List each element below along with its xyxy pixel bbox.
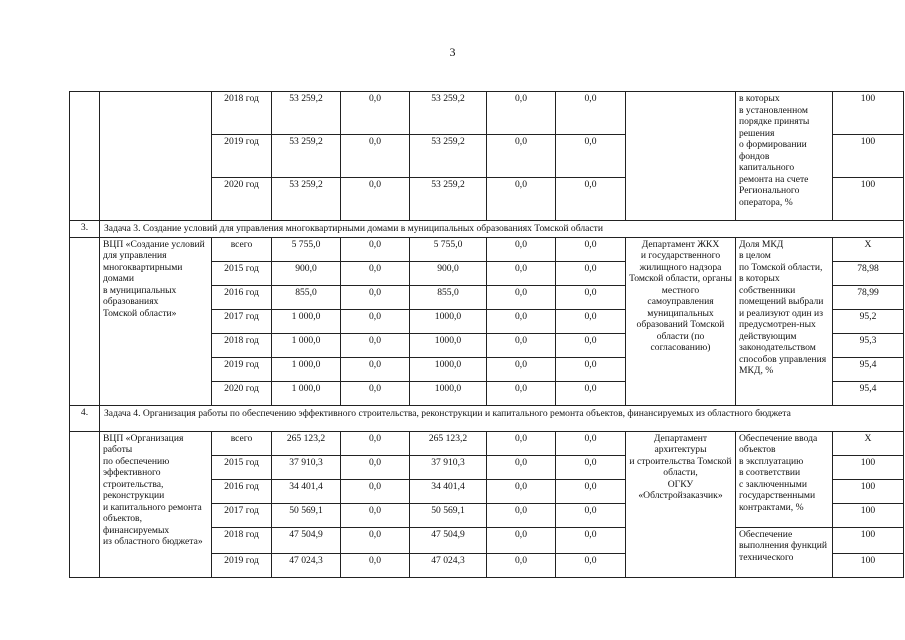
other-cell: 0,0: [556, 479, 626, 503]
federal-cell: 0,0: [341, 309, 410, 333]
table-row: [70, 237, 904, 261]
total-cell: 1 000,0: [272, 333, 341, 357]
indicator-cell: Обеспечение ввода объектов в эксплуатацию в соответствии с заключенными государственными контрактами, %: [736, 431, 833, 527]
federal-cell: 0,0: [341, 178, 410, 221]
indicator-cell: Обеспечение выполнения функций технического: [736, 527, 833, 577]
regional-cell: 53 259,2: [410, 178, 487, 221]
municipal-cell: 0,0: [487, 333, 556, 357]
year-cell: 2018 год: [212, 92, 272, 135]
target-cell: Х: [833, 431, 904, 455]
total-cell: 53 259,2: [272, 135, 341, 178]
total-cell: 34 401,4: [272, 479, 341, 503]
program-cell: ВЦП «Организация работы по обеспечению эффективного строительства, реконструкции и капитального ремонта объектов, финансируемых из областного бюджета»: [100, 431, 212, 577]
target-cell: 78,98: [833, 261, 904, 285]
federal-cell: 0,0: [341, 503, 410, 527]
federal-cell: 0,0: [341, 455, 410, 479]
other-cell: 0,0: [556, 503, 626, 527]
year-cell: 2018 год: [212, 333, 272, 357]
federal-cell: 0,0: [341, 479, 410, 503]
other-cell: 0,0: [556, 285, 626, 309]
target-cell: 78,99: [833, 285, 904, 309]
year-cell: 2020 год: [212, 178, 272, 221]
municipal-cell: 0,0: [487, 285, 556, 309]
regional-cell: 855,0: [410, 285, 487, 309]
target-cell: 95,2: [833, 309, 904, 333]
program-cell: ВЦП «Создание условий для управления многоквартирными домами в муниципальных образованиях Томской области»: [100, 237, 212, 405]
target-cell: 95,4: [833, 381, 904, 405]
regional-cell: 1000,0: [410, 381, 487, 405]
other-cell: 0,0: [556, 92, 626, 135]
table-row: [70, 92, 904, 135]
municipal-cell: 0,0: [487, 431, 556, 455]
target-cell: 100: [833, 527, 904, 553]
regional-cell: 53 259,2: [410, 92, 487, 135]
target-cell: 95,4: [833, 357, 904, 381]
year-cell: 2015 год: [212, 455, 272, 479]
executor-cell: Департамент архитектуры и строительства Томской области, ОГКУ «Облстройзаказчик»: [626, 431, 736, 577]
other-cell: 0,0: [556, 237, 626, 261]
executor-cell: [626, 92, 736, 221]
target-cell: 100: [833, 503, 904, 527]
federal-cell: 0,0: [341, 381, 410, 405]
year-cell: 2016 год: [212, 285, 272, 309]
other-cell: 0,0: [556, 333, 626, 357]
task-number: 3.: [70, 221, 100, 238]
regional-cell: 37 910,3: [410, 455, 487, 479]
year-cell: 2020 год: [212, 381, 272, 405]
total-cell: 1 000,0: [272, 357, 341, 381]
regional-cell: 47 504,9: [410, 527, 487, 553]
federal-cell: 0,0: [341, 237, 410, 261]
table-row: [70, 431, 904, 455]
program-table: [69, 91, 904, 578]
federal-cell: 0,0: [341, 92, 410, 135]
year-cell: 2017 год: [212, 503, 272, 527]
federal-cell: 0,0: [341, 333, 410, 357]
regional-cell: 900,0: [410, 261, 487, 285]
municipal-cell: 0,0: [487, 527, 556, 553]
municipal-cell: 0,0: [487, 135, 556, 178]
executor-cell: Департамент ЖКХ и государственного жилищного надзора Томской области, органы местного самоуправления муниципальных образований Томской области (по согласованию): [626, 237, 736, 405]
total-cell: 53 259,2: [272, 178, 341, 221]
municipal-cell: 0,0: [487, 261, 556, 285]
municipal-cell: 0,0: [487, 178, 556, 221]
other-cell: 0,0: [556, 135, 626, 178]
federal-cell: 0,0: [341, 431, 410, 455]
municipal-cell: 0,0: [487, 381, 556, 405]
num-cell: [70, 431, 100, 577]
federal-cell: 0,0: [341, 527, 410, 553]
year-cell: всего: [212, 237, 272, 261]
regional-cell: 34 401,4: [410, 479, 487, 503]
regional-cell: 1000,0: [410, 309, 487, 333]
regional-cell: 47 024,3: [410, 553, 487, 577]
other-cell: 0,0: [556, 527, 626, 553]
regional-cell: 5 755,0: [410, 237, 487, 261]
page-number: 3: [449, 45, 456, 59]
year-cell: 2019 год: [212, 357, 272, 381]
year-cell: 2017 год: [212, 309, 272, 333]
year-cell: 2019 год: [212, 135, 272, 178]
num-cell: [70, 237, 100, 405]
regional-cell: 265 123,2: [410, 431, 487, 455]
total-cell: 47 024,3: [272, 553, 341, 577]
other-cell: 0,0: [556, 261, 626, 285]
task-title: Задача 3. Создание условий для управления многоквартирными домами в муниципальных образованиях Томской области: [100, 221, 904, 238]
target-cell: Х: [833, 237, 904, 261]
total-cell: 47 504,9: [272, 527, 341, 553]
target-cell: 95,3: [833, 333, 904, 357]
other-cell: 0,0: [556, 357, 626, 381]
total-cell: 5 755,0: [272, 237, 341, 261]
task-number: 4.: [70, 405, 100, 431]
target-cell: 100: [833, 553, 904, 577]
municipal-cell: 0,0: [487, 553, 556, 577]
total-cell: 1 000,0: [272, 381, 341, 405]
municipal-cell: 0,0: [487, 503, 556, 527]
other-cell: 0,0: [556, 553, 626, 577]
regional-cell: 1000,0: [410, 357, 487, 381]
total-cell: 37 910,3: [272, 455, 341, 479]
total-cell: 855,0: [272, 285, 341, 309]
indicator-cell: в которых в установленном порядке приняты решения о формировании фондов капитального ремонта на счете Регионального оператора, %: [736, 92, 833, 221]
total-cell: 265 123,2: [272, 431, 341, 455]
task-title: Задача 4. Организация работы по обеспечению эффективного строительства, реконструкции и капитального ремонта объектов, финансируемых из областного бюджета: [100, 405, 904, 431]
municipal-cell: 0,0: [487, 357, 556, 381]
regional-cell: 53 259,2: [410, 135, 487, 178]
other-cell: 0,0: [556, 455, 626, 479]
regional-cell: 50 569,1: [410, 503, 487, 527]
total-cell: 50 569,1: [272, 503, 341, 527]
municipal-cell: 0,0: [487, 237, 556, 261]
indicator-cell: Доля МКД в целом по Томской области, в которых собственники помещений выбрали и реализуют один из предусмотрен-ных действующим законодательством способов управления МКД, %: [736, 237, 833, 405]
total-cell: 900,0: [272, 261, 341, 285]
total-cell: 53 259,2: [272, 92, 341, 135]
other-cell: 0,0: [556, 178, 626, 221]
regional-cell: 1000,0: [410, 333, 487, 357]
target-cell: 100: [833, 92, 904, 135]
year-cell: 2016 год: [212, 479, 272, 503]
other-cell: 0,0: [556, 431, 626, 455]
federal-cell: 0,0: [341, 135, 410, 178]
target-cell: 100: [833, 178, 904, 221]
task-row: [70, 221, 904, 238]
federal-cell: 0,0: [341, 357, 410, 381]
target-cell: 100: [833, 479, 904, 503]
municipal-cell: 0,0: [487, 479, 556, 503]
year-cell: 2015 год: [212, 261, 272, 285]
target-cell: 100: [833, 135, 904, 178]
task-row: [70, 405, 904, 431]
other-cell: 0,0: [556, 381, 626, 405]
other-cell: 0,0: [556, 309, 626, 333]
federal-cell: 0,0: [341, 553, 410, 577]
federal-cell: 0,0: [341, 285, 410, 309]
year-cell: 2019 год: [212, 553, 272, 577]
total-cell: 1 000,0: [272, 309, 341, 333]
target-cell: 100: [833, 455, 904, 479]
program-cell: [100, 92, 212, 221]
year-cell: 2018 год: [212, 527, 272, 553]
municipal-cell: 0,0: [487, 309, 556, 333]
municipal-cell: 0,0: [487, 455, 556, 479]
num-cell: [70, 92, 100, 221]
municipal-cell: 0,0: [487, 92, 556, 135]
year-cell: всего: [212, 431, 272, 455]
federal-cell: 0,0: [341, 261, 410, 285]
